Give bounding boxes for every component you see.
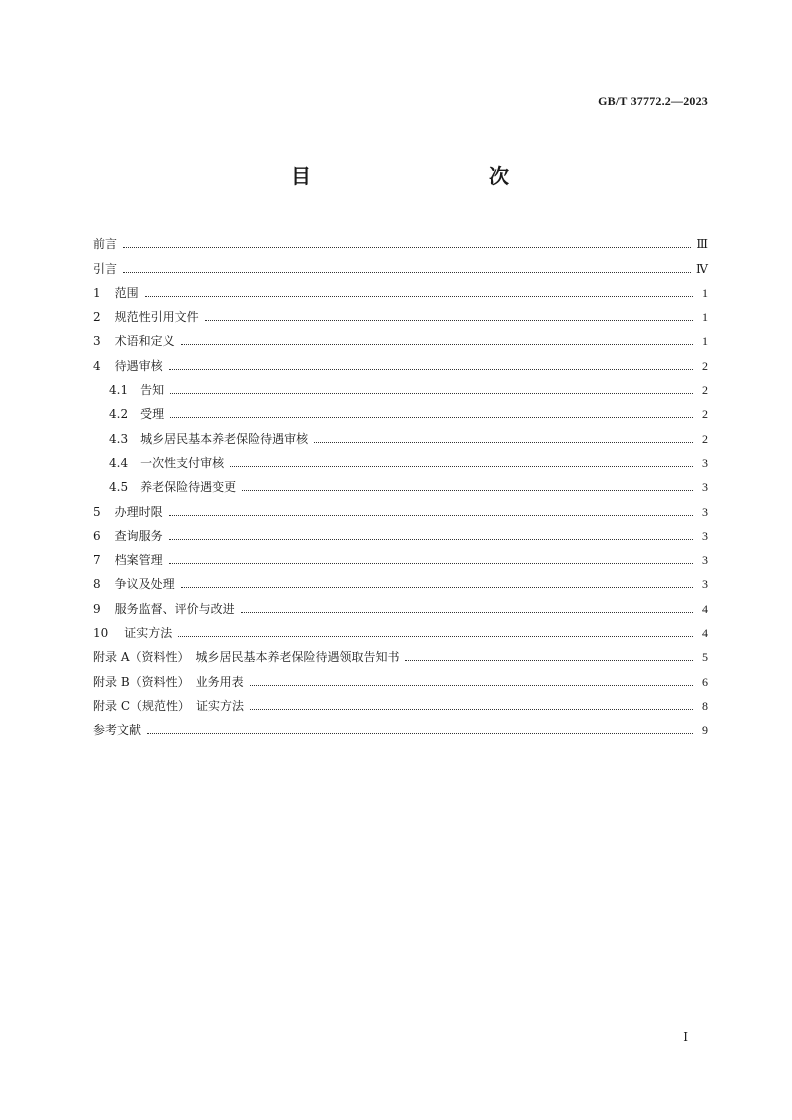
toc-entry[interactable] [93, 277, 708, 301]
toc-entry[interactable] [93, 665, 708, 689]
toc-dot-leader [169, 369, 693, 370]
toc-entry[interactable] [93, 374, 708, 398]
toc-entry-page: 3 [702, 528, 708, 543]
toc-entry-page: Ⅳ [696, 261, 708, 276]
toc-entry-page: 2 [702, 407, 708, 422]
toc-entry[interactable] [93, 544, 708, 568]
toc-entry-number: 10 [93, 626, 109, 641]
toc-dot-leader [169, 563, 693, 564]
toc-entry-page: 6 [702, 674, 708, 689]
toc-entry-page: 5 [702, 650, 708, 665]
toc-dot-leader [241, 612, 693, 613]
page-number: Ⅰ [683, 1030, 688, 1044]
toc-entry-number: 5 [93, 504, 101, 519]
toc-entry-number: 9 [93, 601, 101, 616]
toc-entry-label: 参考文献 [93, 723, 142, 738]
toc-entry-label: 范围 [114, 285, 139, 300]
toc-entry-page: 2 [702, 431, 708, 446]
toc-entry[interactable] [93, 301, 708, 325]
toc-dot-leader [123, 272, 691, 273]
toc-entry-page: 3 [702, 455, 708, 470]
toc-entry-page: 4 [702, 601, 708, 616]
toc-entry-number: 4.2 [109, 407, 129, 422]
toc-dot-leader [230, 466, 693, 467]
toc-entry[interactable] [93, 617, 708, 641]
toc-entry-label: 证实方法 [124, 626, 173, 641]
toc-dot-leader [314, 442, 693, 443]
toc-entry-label: 查询服务 [114, 528, 163, 543]
toc-entry-page: 2 [702, 383, 708, 398]
toc-entry-number: 4.4 [109, 455, 129, 470]
toc-entry-number: 4 [93, 358, 101, 373]
toc-entry-number: 4.1 [109, 383, 129, 398]
toc-dot-leader [205, 320, 693, 321]
toc-entry-page: 1 [702, 285, 708, 300]
toc-entry-page: 3 [702, 504, 708, 519]
toc-entry-label: 术语和定义 [114, 334, 175, 349]
toc-entry-label: 前言 [93, 237, 118, 252]
toc-entry-page: Ⅲ [696, 237, 708, 252]
toc-entry[interactable] [93, 349, 708, 373]
toc-entry[interactable] [93, 447, 708, 471]
toc-entry[interactable] [93, 325, 708, 349]
toc-entry-page: 3 [702, 480, 708, 495]
toc-entry-label: 受理 [140, 407, 165, 422]
toc-entry-page: 1 [702, 310, 708, 325]
toc-entry-number: 4.3 [109, 431, 129, 446]
toc-entry[interactable] [93, 520, 708, 544]
toc-entry-label: 附录 B（资料性） 业务用表 [93, 674, 244, 689]
toc-dot-leader [123, 247, 691, 248]
toc-entry-page: 1 [702, 334, 708, 349]
page-title: 目 次 [291, 164, 555, 188]
toc-entry[interactable] [93, 714, 708, 738]
toc-dot-leader [178, 636, 693, 637]
toc-dot-leader [181, 344, 693, 345]
toc-entry-label: 服务监督、评价与改进 [114, 601, 235, 616]
toc-entry-label: 档案管理 [114, 553, 163, 568]
toc-entry[interactable] [93, 568, 708, 592]
toc-entry-page: 3 [702, 553, 708, 568]
toc-entry-label: 附录 C（规范性） 证实方法 [93, 698, 244, 713]
toc-dot-leader [169, 515, 693, 516]
toc-entry[interactable] [93, 422, 708, 446]
toc-entry-label: 养老保险待遇变更 [140, 480, 237, 495]
toc-entry-number: 2 [93, 310, 101, 325]
toc-entry-label: 告知 [140, 383, 165, 398]
table-of-contents [93, 228, 708, 738]
toc-entry[interactable] [93, 690, 708, 714]
toc-dot-leader [250, 709, 693, 710]
toc-entry-label: 争议及处理 [114, 577, 175, 592]
toc-dot-leader [170, 393, 693, 394]
toc-entry-page: 8 [702, 698, 708, 713]
toc-dot-leader [250, 685, 693, 686]
toc-dot-leader [181, 587, 693, 588]
toc-dot-leader [405, 660, 693, 661]
toc-entry-page: 4 [702, 626, 708, 641]
toc-entry[interactable] [93, 641, 708, 665]
toc-dot-leader [147, 733, 693, 734]
toc-entry-number: 3 [93, 334, 101, 349]
toc-entry-page: 3 [702, 577, 708, 592]
toc-entry-label: 规范性引用文件 [114, 310, 199, 325]
toc-entry-number: 4.5 [109, 480, 129, 495]
toc-entry-number: 8 [93, 577, 101, 592]
toc-entry-number: 6 [93, 528, 101, 543]
toc-dot-leader [169, 539, 693, 540]
toc-entry[interactable] [93, 471, 708, 495]
toc-dot-leader [170, 417, 693, 418]
toc-dot-leader [242, 490, 693, 491]
toc-entry[interactable] [93, 398, 708, 422]
toc-entry-label: 附录 A（资料性） 城乡居民基本养老保险待遇领取告知书 [93, 650, 400, 665]
toc-entry-label: 一次性支付审核 [140, 455, 225, 470]
toc-entry[interactable] [93, 228, 708, 252]
toc-entry[interactable] [93, 592, 708, 616]
standard-code: GB/T 37772.2—2023 [598, 94, 708, 108]
toc-entry-label: 城乡居民基本养老保险待遇审核 [140, 431, 309, 446]
toc-entry-page: 9 [702, 723, 708, 738]
toc-entry-number: 1 [93, 285, 101, 300]
toc-entry-page: 2 [702, 358, 708, 373]
toc-dot-leader [145, 296, 693, 297]
toc-entry-label: 待遇审核 [114, 358, 163, 373]
toc-entry-number: 7 [93, 553, 101, 568]
toc-entry[interactable] [93, 252, 708, 276]
toc-entry[interactable] [93, 495, 708, 519]
toc-entry-label: 引言 [93, 261, 118, 276]
toc-entry-label: 办理时限 [114, 504, 163, 519]
